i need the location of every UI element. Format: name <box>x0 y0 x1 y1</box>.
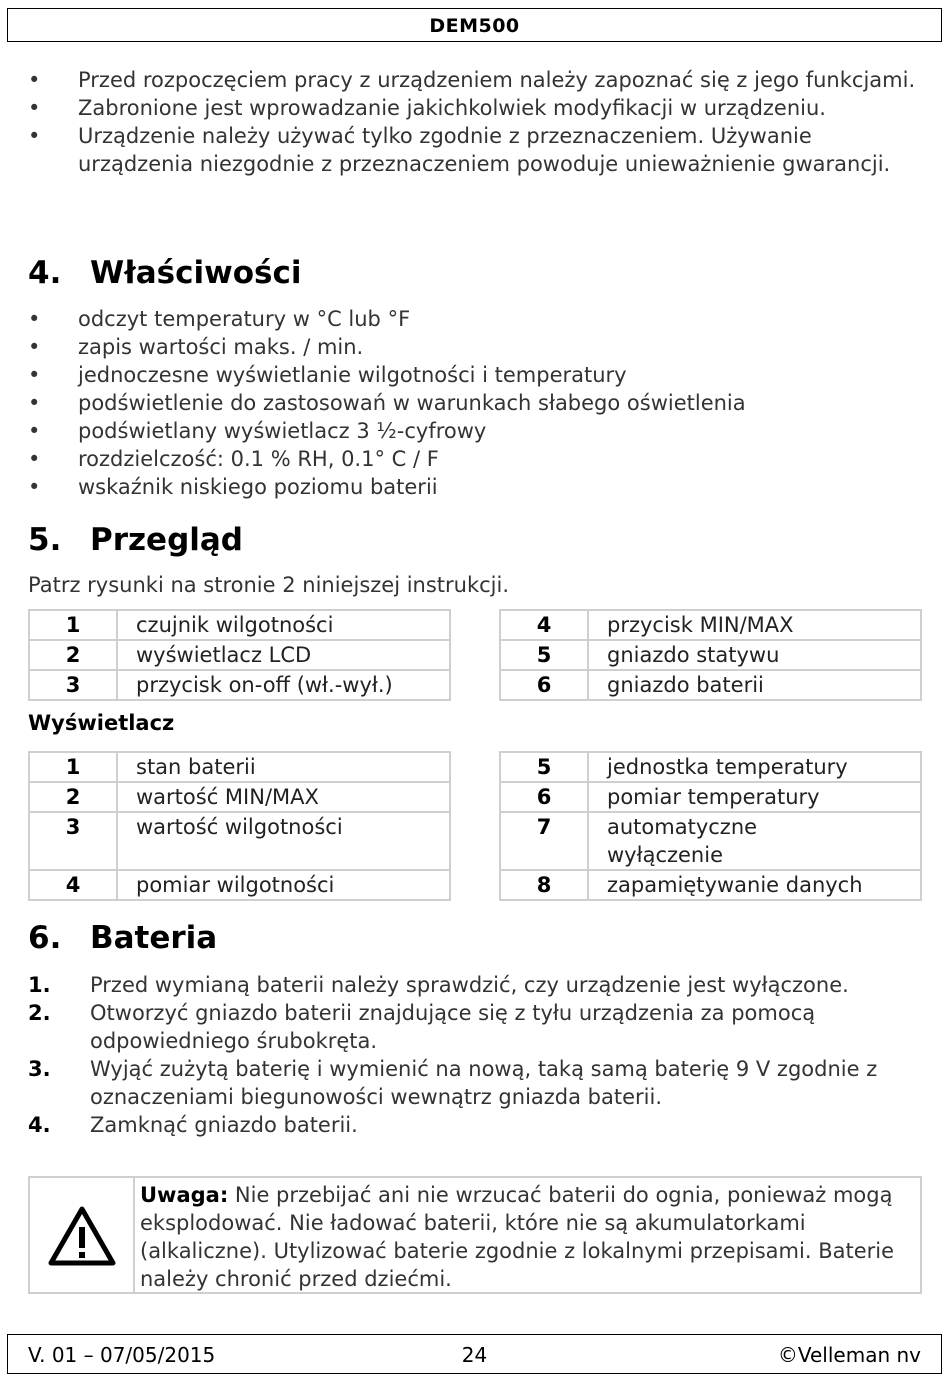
parts-table-right <box>499 609 922 701</box>
table-row <box>500 752 921 782</box>
display-table-right <box>499 751 922 901</box>
table-row <box>29 610 450 640</box>
warning-triangle-icon <box>48 1206 116 1266</box>
list-item <box>28 445 928 473</box>
display-number: 6 <box>500 782 588 812</box>
list-item-text: Przed rozpoczęciem pracy z urządzeniem należy zapoznać się z jego funkcjami. <box>78 68 916 92</box>
list-item-text: podświetlany wyświetlacz 3 ½-cyfrowy <box>78 419 487 443</box>
bullet-icon: • <box>28 68 41 92</box>
list-item <box>28 1055 918 1111</box>
list-item <box>28 473 928 501</box>
list-item <box>28 389 928 417</box>
table-row <box>500 782 921 812</box>
bullet-icon: • <box>28 447 41 471</box>
part-label: wyświetlacz LCD <box>117 640 450 670</box>
display-label: wartość MIN/MAX <box>117 782 450 812</box>
section-4-heading <box>28 255 301 291</box>
list-item <box>28 417 928 445</box>
table-row <box>29 782 450 812</box>
table-row <box>500 812 921 870</box>
section-number: 6. <box>28 920 62 956</box>
bullet-icon: • <box>28 335 41 359</box>
footer-copyright: ©Velleman nv <box>777 1343 921 1367</box>
section-title: Bateria <box>90 920 218 956</box>
step-number: 3. <box>28 1057 51 1081</box>
list-item <box>28 971 918 999</box>
section-title: Właściwości <box>90 255 302 291</box>
part-label: gniazdo baterii <box>588 670 921 700</box>
list-item-text: podświetlenie do zastosowań w warunkach słabego oświetlenia <box>78 391 746 415</box>
section-number: 4. <box>28 255 62 291</box>
display-table-left <box>28 751 451 901</box>
table-row <box>500 870 921 900</box>
table-row <box>500 670 921 700</box>
table-row <box>29 670 450 700</box>
table-row <box>29 752 450 782</box>
display-label: wartość wilgotności <box>117 812 450 870</box>
step-number: 2. <box>28 1001 51 1025</box>
display-label: stan baterii <box>117 752 450 782</box>
step-text: Zamknąć gniazdo baterii. <box>90 1113 358 1137</box>
display-number: 2 <box>29 782 117 812</box>
table-row <box>29 640 450 670</box>
footer-version: V. 01 – 07/05/2015 <box>28 1343 216 1367</box>
warning-body: Nie przebijać ani nie wrzucać baterii do ognia, ponieważ mogą eksplodować. Nie ładować baterii, które nie są akumulatorkami (alkaliczne). Utylizować baterie zgodnie z lokalnymi przepisami. Baterie należy chronić przed dziećmi. <box>140 1183 895 1291</box>
part-number: 1 <box>29 610 117 640</box>
step-text: Przed wymianą baterii należy sprawdzić, czy urządzenie jest wyłączone. <box>90 973 849 997</box>
part-number: 3 <box>29 670 117 700</box>
section-6-heading <box>28 920 217 956</box>
list-item <box>28 999 918 1055</box>
table-row <box>500 640 921 670</box>
display-number: 3 <box>29 812 117 870</box>
part-number: 4 <box>500 610 588 640</box>
part-label: przycisk MIN/MAX <box>588 610 921 640</box>
section-number: 5. <box>28 522 62 558</box>
warning-box <box>28 1176 922 1294</box>
bullet-icon: • <box>28 419 41 443</box>
display-label: pomiar wilgotności <box>117 870 450 900</box>
list-item <box>28 333 928 361</box>
warning-text <box>140 1181 910 1293</box>
display-number: 7 <box>500 812 588 870</box>
step-text: Otworzyć gniazdo baterii znajdujące się z tyłu urządzenia za pomocą odpowiedniego śrubokręta. <box>90 1001 816 1053</box>
features-list <box>28 305 928 501</box>
part-number: 5 <box>500 640 588 670</box>
part-label: gniazdo statywu <box>588 640 921 670</box>
list-item <box>28 305 928 333</box>
bullet-icon: • <box>28 124 41 148</box>
display-number: 5 <box>500 752 588 782</box>
part-number: 2 <box>29 640 117 670</box>
step-number: 4. <box>28 1113 51 1137</box>
part-label: przycisk on-off (wł.-wył.) <box>117 670 450 700</box>
list-item-text: rozdzielczość: 0.1 % RH, 0.1° C / F <box>78 447 439 471</box>
display-number: 8 <box>500 870 588 900</box>
display-subheading: Wyświetlacz <box>28 711 175 735</box>
bullet-icon: • <box>28 475 41 499</box>
page-footer <box>7 1334 942 1374</box>
parts-table-left <box>28 609 451 701</box>
list-item-text: Zabronione jest wprowadzanie jakichkolwiek modyfikacji w urządzeniu. <box>78 96 826 120</box>
page-number: 24 <box>461 1343 488 1367</box>
display-label: pomiar temperatury <box>588 782 921 812</box>
step-number: 1. <box>28 973 51 997</box>
table-row <box>29 870 450 900</box>
bullet-icon: • <box>28 307 41 331</box>
display-label: zapamiętywanie danych <box>588 870 921 900</box>
section-title: Przegląd <box>90 522 244 558</box>
list-item <box>28 361 928 389</box>
table-row <box>29 812 450 870</box>
display-number: 4 <box>29 870 117 900</box>
table-row <box>500 610 921 640</box>
divider <box>133 1178 135 1292</box>
part-number: 6 <box>500 670 588 700</box>
warning-label: Uwaga: <box>140 1183 229 1207</box>
list-item <box>28 1111 918 1139</box>
intro-bullet-list <box>28 66 928 178</box>
step-text: Wyjąć zużytą baterię i wymienić na nową, taką samą baterię 9 V zgodnie z oznaczeniami biegunowości wewnątrz gniazda baterii. <box>90 1057 878 1109</box>
display-number: 1 <box>29 752 117 782</box>
bullet-icon: • <box>28 363 41 387</box>
page-header <box>7 8 942 42</box>
battery-steps-list <box>28 971 918 1139</box>
list-item-text: Urządzenie należy używać tylko zgodnie z przeznaczeniem. Używanie urządzenia niezgodnie z przeznaczeniem powoduje unieważnienie gwarancji. <box>78 124 891 176</box>
list-item <box>28 66 928 94</box>
bullet-icon: • <box>28 96 41 120</box>
overview-intro: Patrz rysunki na stronie 2 niniejszej instrukcji. <box>28 573 510 597</box>
part-label: czujnik wilgotności <box>117 610 450 640</box>
bullet-icon: • <box>28 391 41 415</box>
list-item <box>28 94 928 122</box>
list-item-text: odczyt temperatury w °C lub °F <box>78 307 411 331</box>
list-item-text: wskaźnik niskiego poziomu baterii <box>78 475 438 499</box>
list-item-text: jednoczesne wyświetlanie wilgotności i temperatury <box>78 363 627 387</box>
list-item <box>28 122 928 178</box>
display-label: jednostka temperatury <box>588 752 921 782</box>
list-item-text: zapis wartości maks. / min. <box>78 335 364 359</box>
display-label: automatyczne wyłączenie <box>588 812 921 870</box>
section-5-heading <box>28 522 243 558</box>
document-title: DEM500 <box>429 15 520 37</box>
